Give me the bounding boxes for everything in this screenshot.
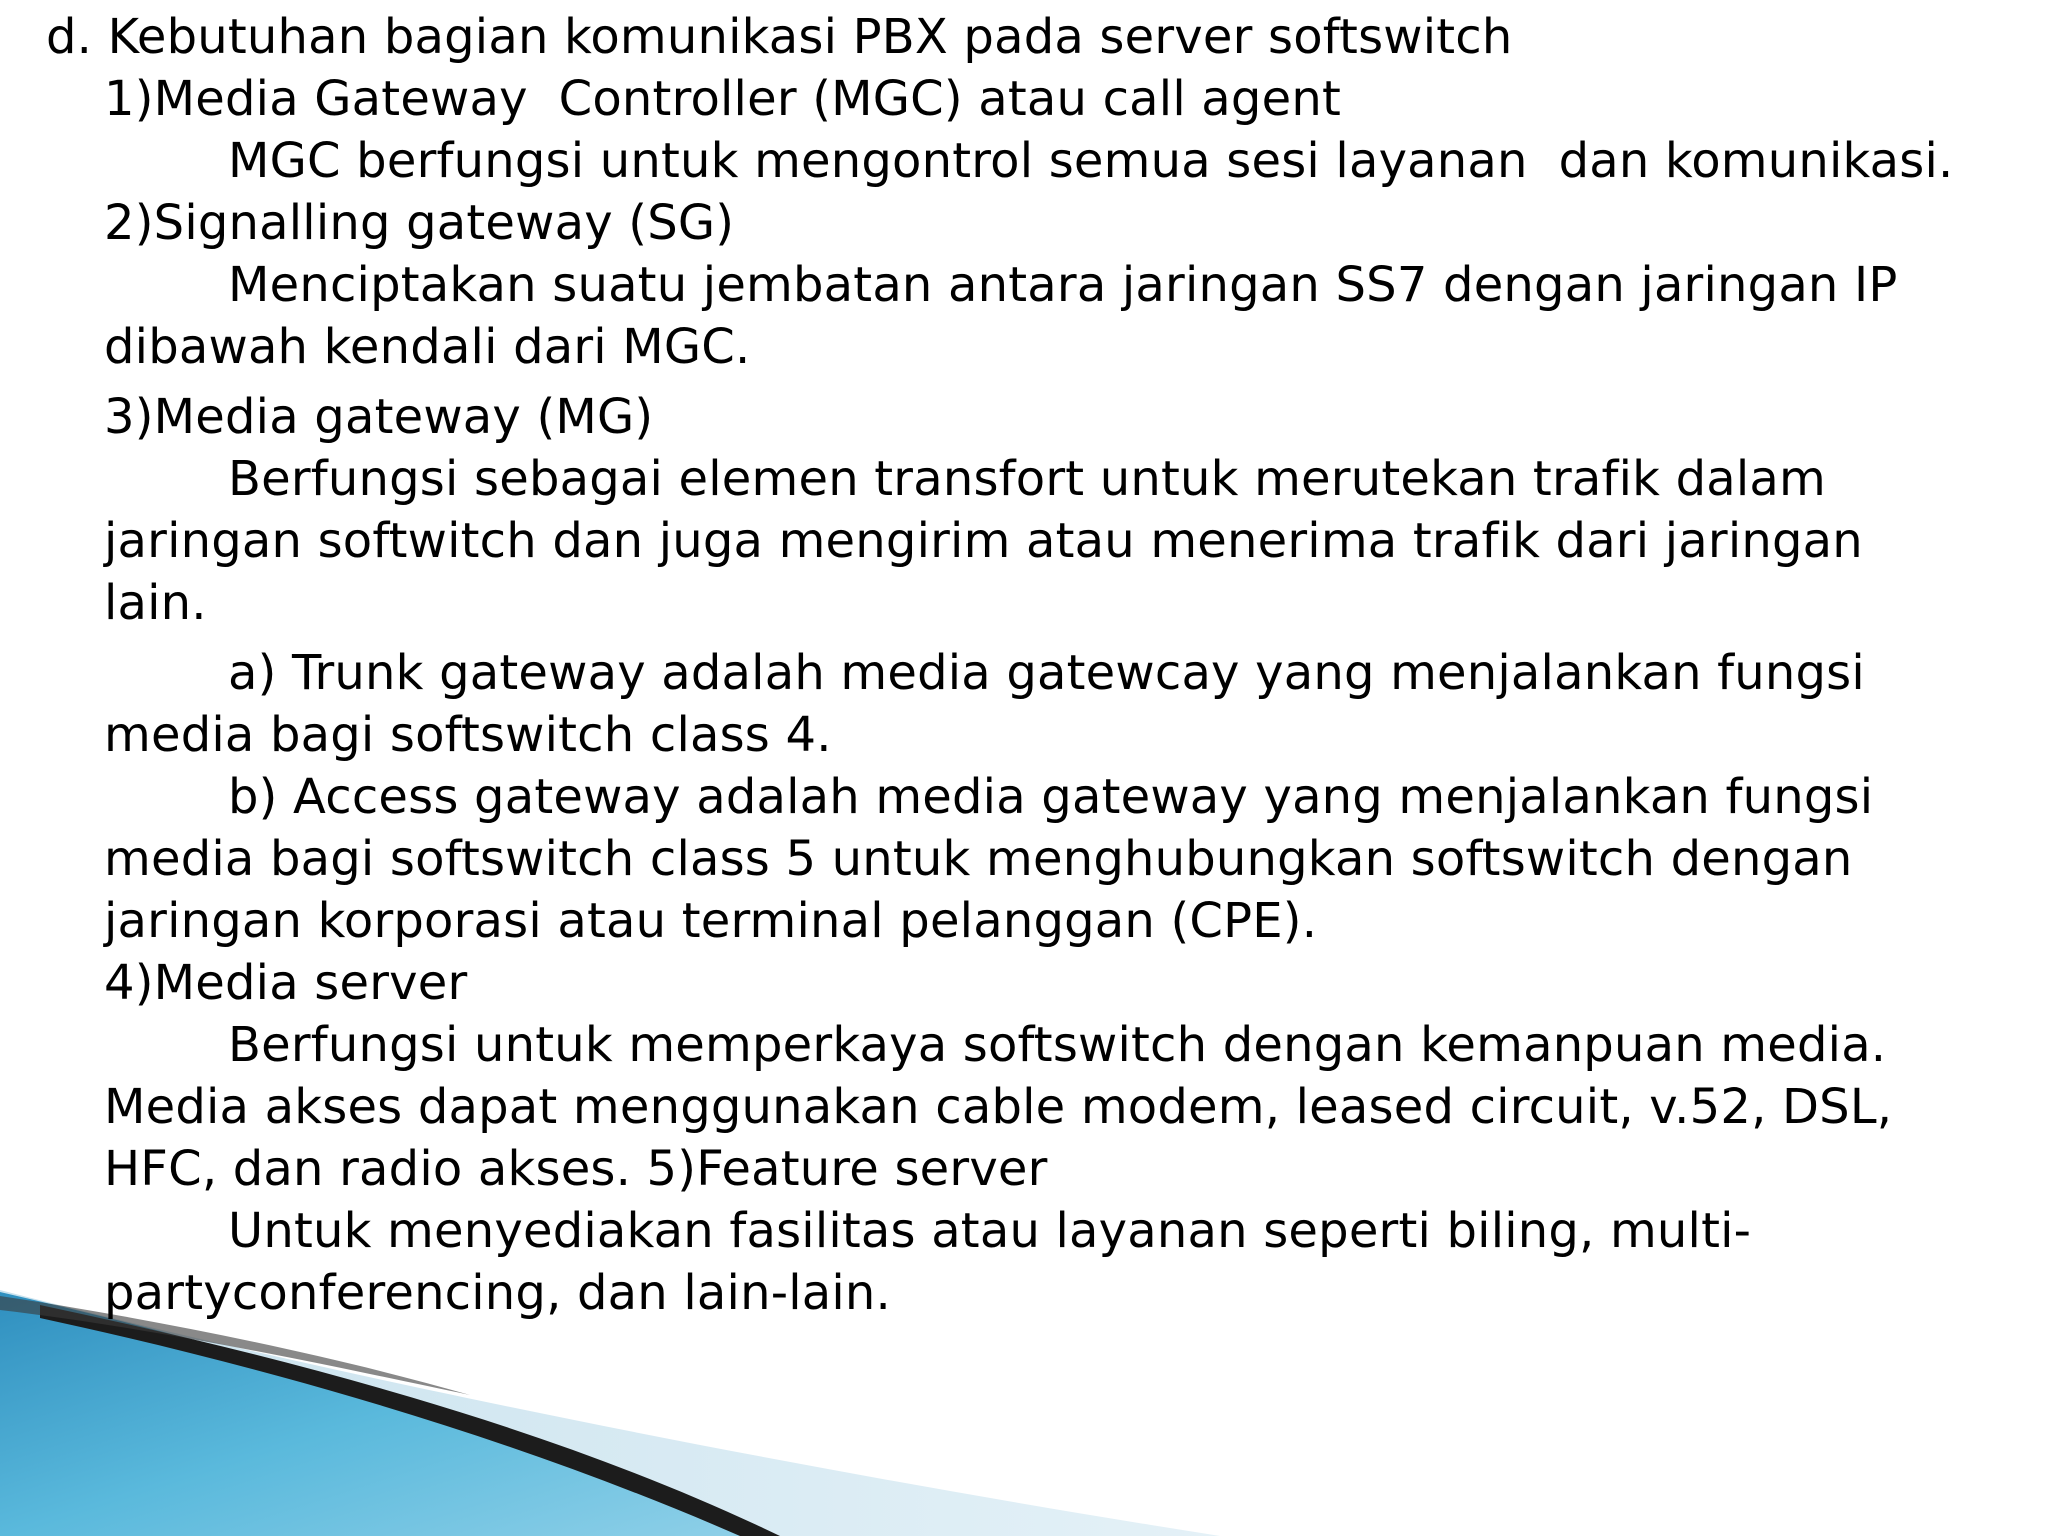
item-3a-text: a) Trunk gateway adalah media gatewcay yang menjalankan fungsi [228,645,1865,701]
item-2-title: 2)Signalling gateway (SG) [104,195,735,251]
item-3-desc-cont-1: jaringan softwitch dan juga mengirim atau menerima trafik dari jaringan [104,513,1863,569]
item-1-title: 1)Media Gateway Controller (MGC) atau call agent [104,71,1341,127]
item-3-title: 3)Media gateway (MG) [104,389,654,445]
item-3b-text: b) Access gateway adalah media gateway yang menjalankan fungsi [228,769,1874,825]
item-2-desc: Menciptakan suatu jembatan antara jaringan SS7 dengan jaringan IP [228,257,1898,313]
item-3-desc-cont-2: lain. [104,575,207,631]
item-4-desc-cont-1: Media akses dapat menggunakan cable modem, leased circuit, v.52, DSL, [104,1079,1893,1135]
item-3b-text-cont-1: media bagi softswitch class 5 untuk menghubungkan softswitch dengan [104,831,1853,887]
item-3-desc: Berfungsi sebagai elemen transfort untuk merutekan trafik dalam [228,451,1826,507]
item-3a-text-cont: media bagi softswitch class 4. [104,707,832,763]
item-1-desc: MGC berfungsi untuk mengontrol semua sesi layanan dan komunikasi. [228,133,1954,189]
item-2-desc-cont: dibawah kendali dari MGC. [104,319,751,375]
item-3b-text-cont-2: jaringan korporasi atau terminal pelanggan (CPE). [104,893,1318,949]
item-5-desc-cont: partyconferencing, dan lain-lain. [104,1265,891,1321]
item-4-desc-cont-2: HFC, dan radio akses. 5)Feature server [104,1141,1048,1197]
item-4-desc: Berfungsi untuk memperkaya softswitch dengan kemanpuan media. [228,1017,1887,1073]
item-4-title: 4)Media server [104,955,468,1011]
slide-heading: d. Kebutuhan bagian komunikasi PBX pada server softswitch [46,9,1513,65]
item-5-desc: Untuk menyediakan fasilitas atau layanan seperti biling, multi- [228,1203,1752,1259]
